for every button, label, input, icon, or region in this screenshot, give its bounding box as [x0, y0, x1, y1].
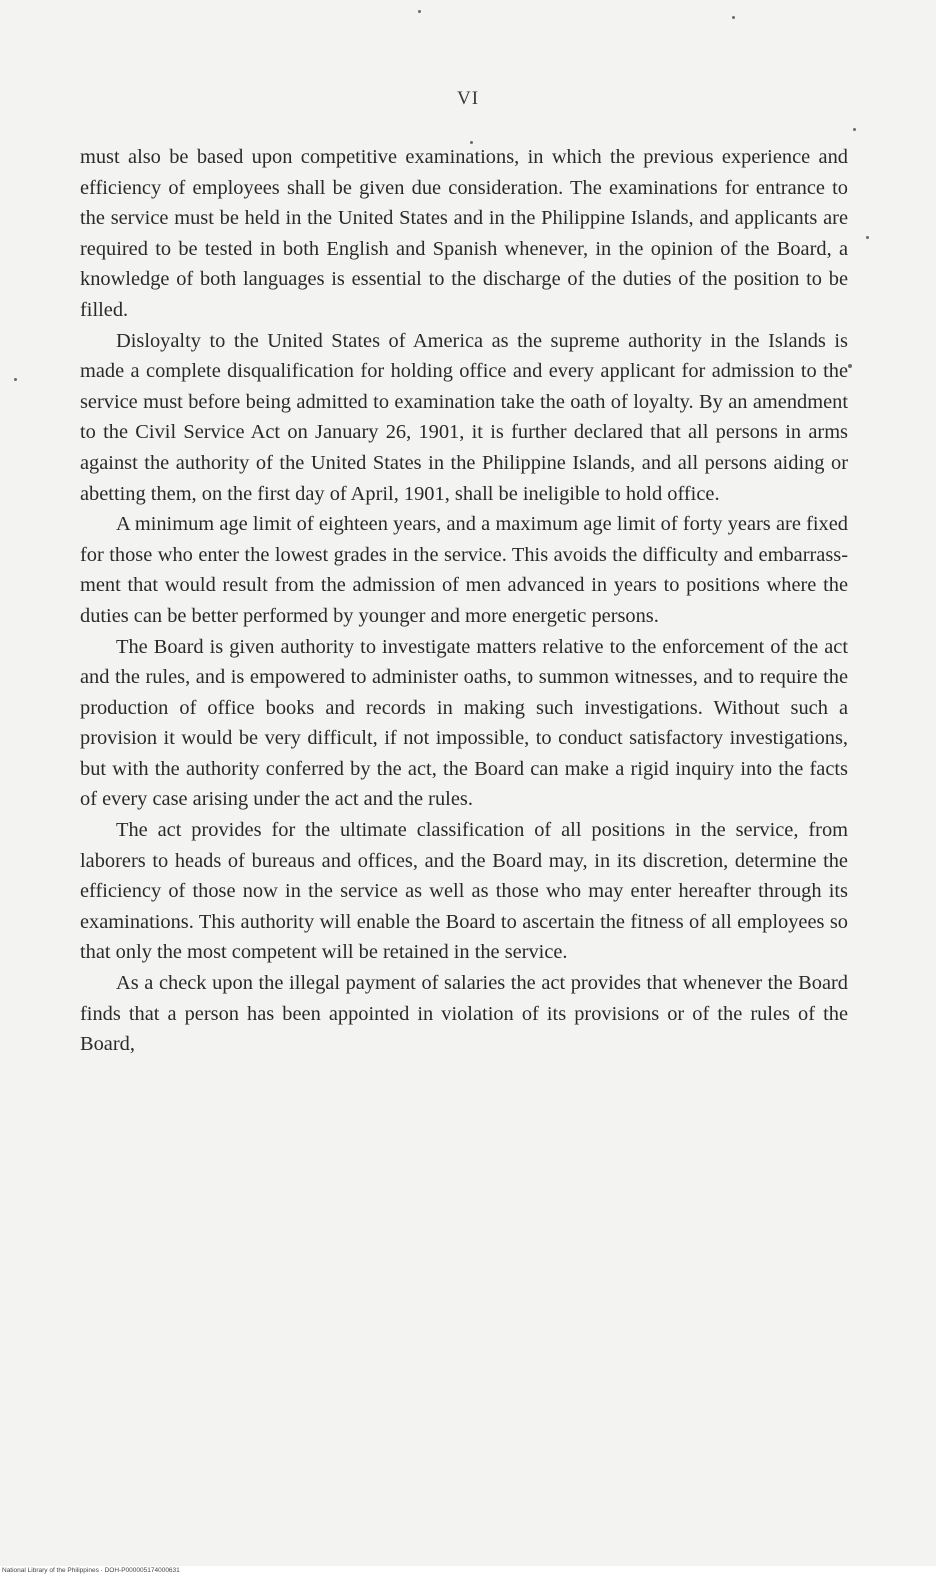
paragraph-3: A minimum age limit of eighteen years, and a maximum age limit of forty years are fixed for those who enter the lowest grades in the service. This avoids the difficulty and embarrassment that would result from the admission of men advanced in years to positions where the duties can be better performed by younger and more energetic persons.	[80, 513, 848, 627]
footer-credit: National Library of the Philippines · DOH-P000005174000631	[2, 1567, 180, 1574]
scan-speck	[14, 378, 17, 381]
scan-speck	[732, 16, 735, 19]
paragraph-1: must also be based upon competitive examinations, in which the previous experience and efficiency of employees shall be given due consideration. The examinations for entrance to the service must be held in the United States and in the Philippine Islands, and applicants are required to be tested in both English and Spanish whenever, in the opinion of the Board, a knowledge of both languages is essential to the discharge of the duties of the position to be filled.	[80, 146, 848, 321]
scan-speck	[853, 128, 856, 131]
paragraph-5: The act provides for the ultimate classification of all positions in the service, from laborers to heads of bureaus and offices, and the Board may, in its discretion, determine the efficiency of those now in the service as well as those who may enter hereafter through its examinations. This authority will enable the Board to ascertain the fitness of all employees so that only the most competent will be retained in the service.	[80, 819, 848, 964]
scan-speck	[848, 364, 852, 368]
paragraph-6: As a check upon the illegal payment of salaries the act provides that whenever the Board finds that a person has been appointed in violation of its provisions or of the rules of the Board,	[80, 972, 848, 1056]
paragraph-2: Disloyalty to the United States of America as the supreme authority in the Islands is made a complete disqualification for holding office and every applicant for admission to the service must before being admitted to examination take the oath of loyalty. By an amendment to the Civil Service Act on January 26, 1901, it is further declared that all persons in arms against the authority of the United States in the Philippine Islands, and all persons aiding or abetting them, on the first day of April, 1901, shall be ineligible to hold office.	[80, 329, 848, 505]
scan-speck	[866, 236, 869, 239]
page-number: VI	[456, 88, 480, 109]
scan-speck	[470, 141, 473, 144]
paragraph-4: The Board is given authority to investigate matters relative to the enforcement of the act and the rules, and is empowered to administer oaths, to summon witnesses, and to require the production of office books and records in making such investigations. Without such a provision it would be very difficult, if not impossible, to conduct satisfactory investigations, but with the authority conferred by the act, the Board can make a rigid inquiry into the facts of every case arising under the act and the rules.	[80, 635, 848, 811]
scan-speck	[418, 10, 421, 13]
body-text	[80, 142, 848, 1060]
